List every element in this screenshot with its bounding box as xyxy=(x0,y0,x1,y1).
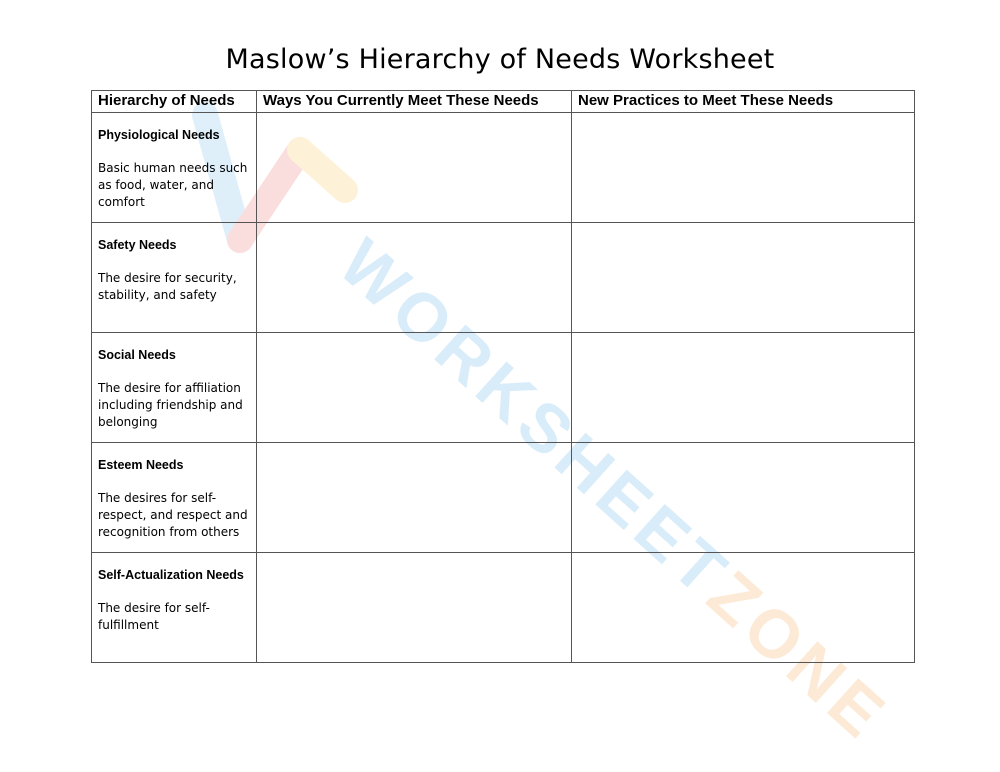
need-cell xyxy=(92,333,257,443)
table-row xyxy=(92,443,915,553)
new-practices-cell[interactable] xyxy=(572,443,915,553)
need-cell xyxy=(92,553,257,663)
need-description: The desire for security, stability, and safety xyxy=(98,271,237,302)
current-practices-cell[interactable] xyxy=(257,553,572,663)
need-cell xyxy=(92,443,257,553)
current-practices-cell[interactable] xyxy=(257,333,572,443)
header-current-ways: Ways You Currently Meet These Needs xyxy=(257,91,572,113)
new-practices-cell[interactable] xyxy=(572,113,915,223)
new-practices-cell[interactable] xyxy=(572,333,915,443)
current-practices-cell[interactable] xyxy=(257,443,572,553)
current-practices-cell[interactable] xyxy=(257,223,572,333)
new-practices-cell[interactable] xyxy=(572,223,915,333)
table-row xyxy=(92,333,915,443)
watermark-text-orange: ZONE xyxy=(693,556,903,756)
need-name: Social Needs xyxy=(98,348,176,362)
need-name: Safety Needs xyxy=(98,238,177,252)
need-description: Basic human needs such as food, water, and comfort xyxy=(98,161,248,209)
table-row xyxy=(92,553,915,663)
new-practices-cell[interactable] xyxy=(572,553,915,663)
header-new-practices: New Practices to Meet These Needs xyxy=(572,91,915,113)
need-description: The desires for self-respect, and respect and recognition from others xyxy=(98,491,248,539)
need-name: Physiological Needs xyxy=(98,128,220,142)
need-description: The desire for self-fulfillment xyxy=(98,601,210,632)
current-practices-cell[interactable] xyxy=(257,113,572,223)
need-name: Esteem Needs xyxy=(98,458,184,472)
need-cell xyxy=(92,223,257,333)
need-cell xyxy=(92,113,257,223)
need-name: Self-Actualization Needs xyxy=(98,568,244,582)
header-hierarchy: Hierarchy of Needs xyxy=(92,91,257,113)
page-title: Maslow’s Hierarchy of Needs Worksheet xyxy=(225,44,775,75)
need-description: The desire for affiliation including friendship and belonging xyxy=(98,381,243,429)
table-header-row xyxy=(92,91,915,113)
needs-table xyxy=(91,90,915,663)
table-row xyxy=(92,113,915,223)
table-row xyxy=(92,223,915,333)
watermark-text-blue: WORKSHEET xyxy=(324,224,745,614)
